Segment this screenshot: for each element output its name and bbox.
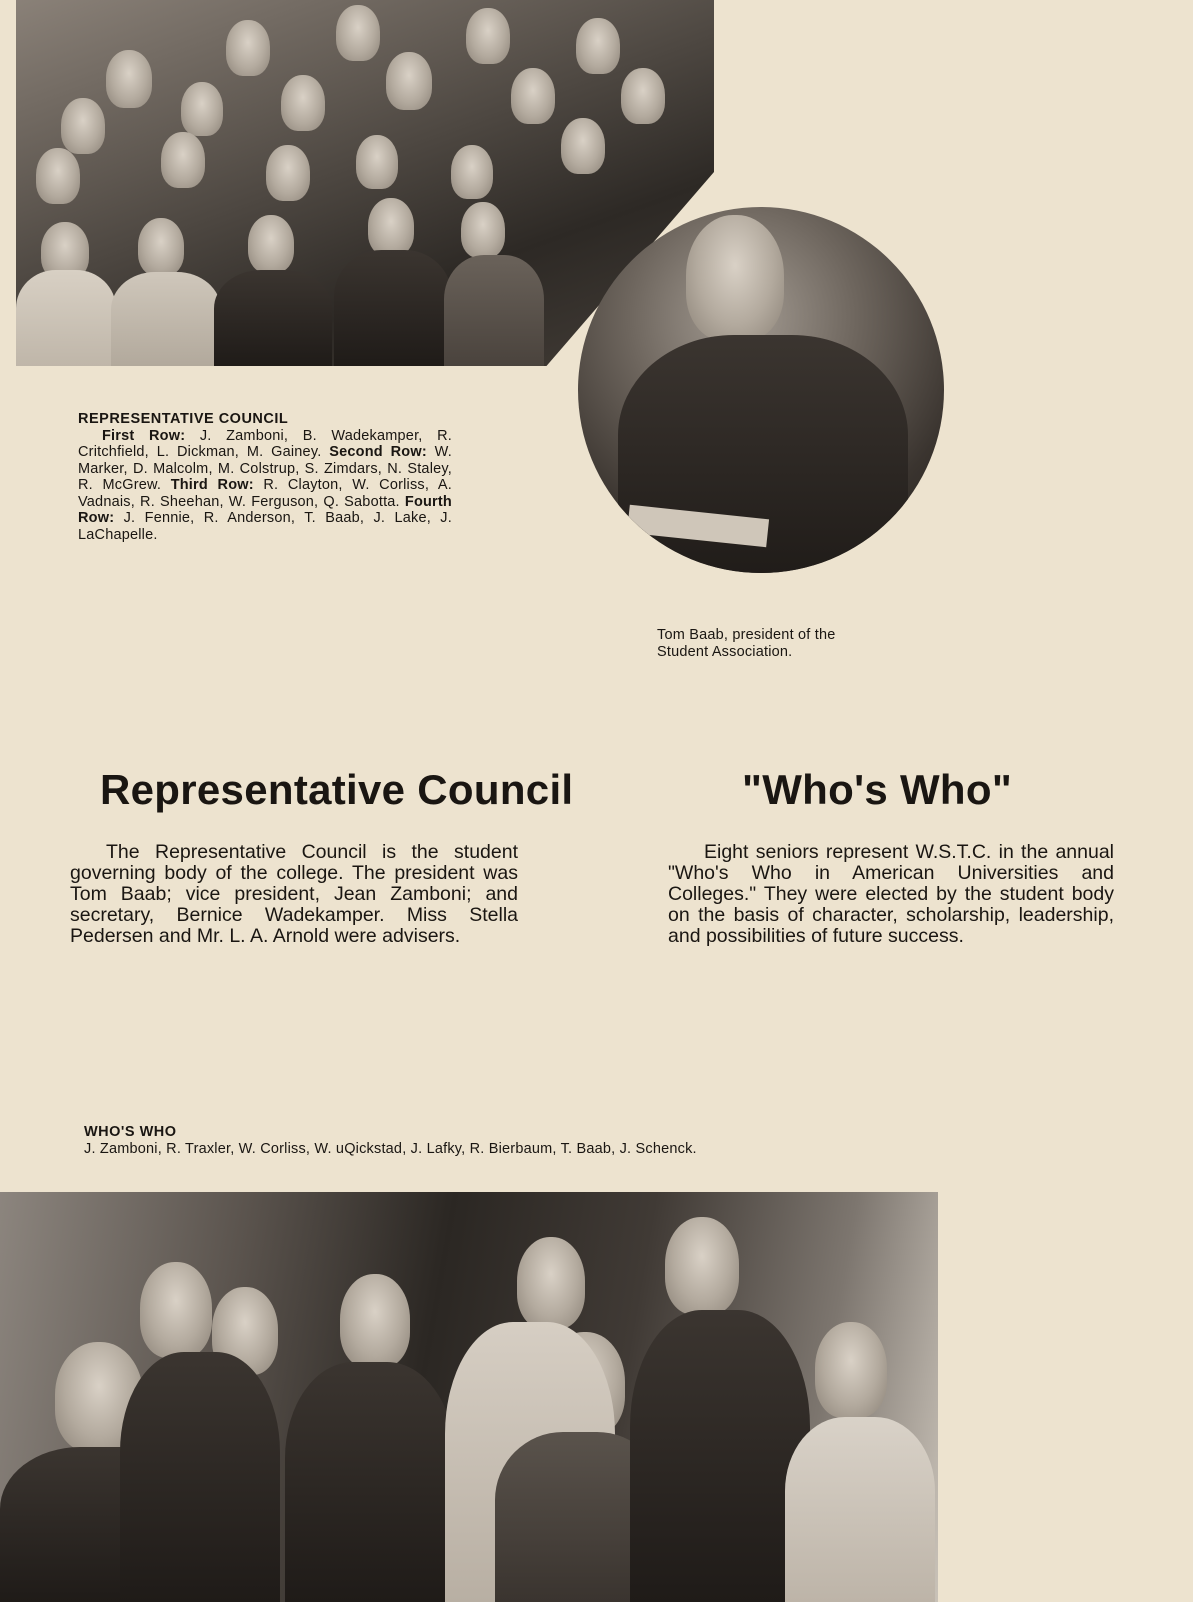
representative-council-body: The Representative Council is the student governing body of the college. The president was Tom Baab; vice president, Jean Zamboni; and secretary, Bernice Wadekamper. Miss Stella Pedersen and Mr. L. A. Arnold were advisers. [70, 841, 518, 947]
council-row-label: Fourth Row: [78, 493, 452, 526]
council-row-label: Second Row: [329, 444, 427, 460]
council-caption-title: REPRESENTATIVE COUNCIL [78, 411, 289, 427]
whos-who-caption [84, 1124, 934, 1157]
council-row-names: W. Marker, D. Malcolm, M. Colstrup, S. Zimdars, N. Staley, R. McGrew. [78, 444, 452, 493]
whos-who-body: Eight seniors represent W.S.T.C. in the annual "Who's Who in American Universities and Colleges." They were elected by the student body on the basis of character, scholarship, leadership, and possibilities of future success. [668, 841, 1114, 947]
whos-who-caption-names: J. Zamboni, R. Traxler, W. Corliss, W. uQickstad, J. Lafky, R. Bierbaum, T. Baab, J. Schenck. [84, 1140, 697, 1157]
council-row-names: J. Fennie, R. Anderson, T. Baab, J. Lake, J. LaChapelle. [78, 510, 452, 543]
whos-who-photo [0, 1192, 938, 1602]
council-row-label: First Row: [102, 427, 186, 444]
tom-baab-portrait [578, 207, 944, 573]
representative-council-heading: Representative Council [100, 766, 574, 813]
portrait-caption: Tom Baab, president of the Student Association. [657, 627, 836, 660]
council-row-names: J. Zamboni, B. Wadekamper, R. Critchfield, L. Dickman, M. Gainey. [78, 427, 453, 460]
whos-who-caption-title: WHO'S WHO [84, 1124, 177, 1140]
council-row-names: R. Clayton, W. Corliss, A. Vadnais, R. Sheehan, W. Ferguson, Q. Sabotta. [78, 477, 452, 510]
council-row-label: Third Row: [170, 477, 254, 493]
whos-who-heading: "Who's Who" [742, 766, 1013, 813]
council-caption [78, 411, 452, 543]
